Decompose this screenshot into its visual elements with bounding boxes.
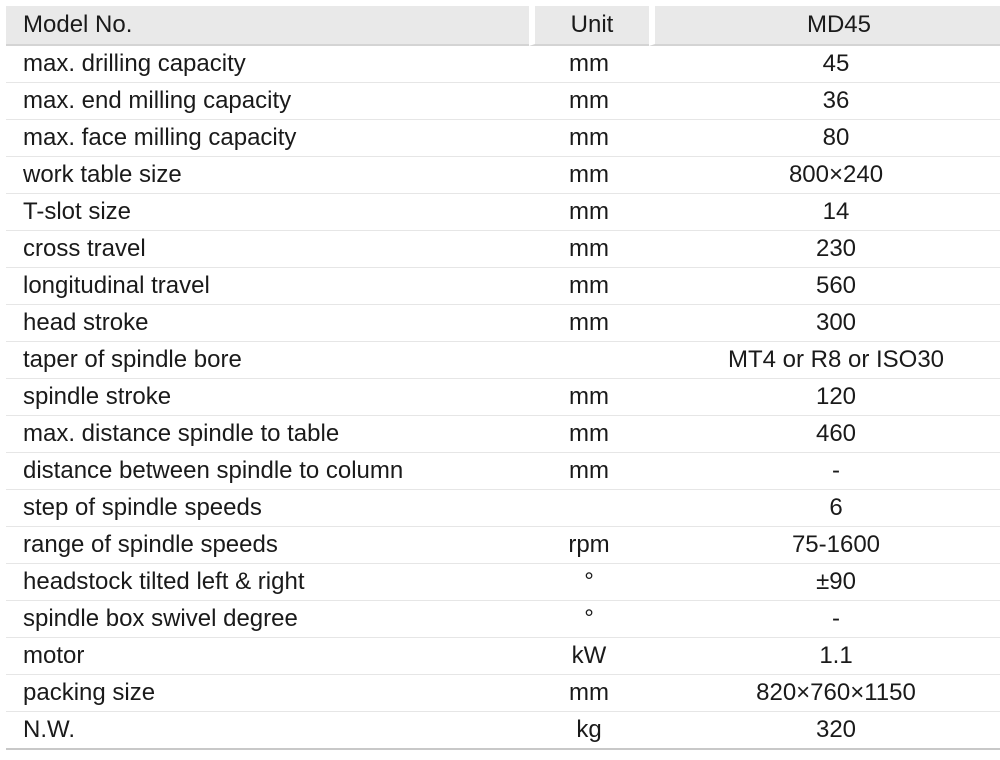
spec-name-cell: max. distance spindle to table (6, 416, 529, 453)
spec-name-cell: headstock tilted left & right (6, 564, 529, 601)
spec-unit-cell: mm (529, 305, 649, 342)
spec-value-cell: 45 (649, 46, 1000, 83)
spec-unit-cell: mm (529, 416, 649, 453)
table-body (6, 46, 1000, 750)
spec-value-cell: 460 (649, 416, 1000, 453)
table-row (6, 305, 1000, 342)
spec-name-cell: motor (6, 638, 529, 675)
spec-unit-cell (529, 490, 649, 527)
table-row (6, 231, 1000, 268)
spec-unit-cell: mm (529, 453, 649, 490)
table-row (6, 564, 1000, 601)
specification-table (6, 6, 1000, 750)
spec-name-cell: T-slot size (6, 194, 529, 231)
spec-value-cell: 80 (649, 120, 1000, 157)
table-row (6, 379, 1000, 416)
spec-unit-cell: mm (529, 120, 649, 157)
table-row (6, 601, 1000, 638)
spec-value-cell: 36 (649, 83, 1000, 120)
table-row (6, 712, 1000, 750)
spec-value-cell: MT4 or R8 or ISO30 (649, 342, 1000, 379)
header-model-value: MD45 (649, 6, 1000, 46)
spec-name-cell: cross travel (6, 231, 529, 268)
spec-name-cell: work table size (6, 157, 529, 194)
table-row (6, 675, 1000, 712)
spec-unit-cell: mm (529, 157, 649, 194)
spec-value-cell: 560 (649, 268, 1000, 305)
spec-name-cell: head stroke (6, 305, 529, 342)
table-row (6, 638, 1000, 675)
spec-unit-cell: mm (529, 231, 649, 268)
spec-value-cell: - (649, 601, 1000, 638)
table-row (6, 453, 1000, 490)
spec-value-cell: 75-1600 (649, 527, 1000, 564)
table-header (6, 6, 1000, 46)
spec-value-cell: 14 (649, 194, 1000, 231)
spec-value-cell: 1.1 (649, 638, 1000, 675)
table-row (6, 416, 1000, 453)
table-row (6, 157, 1000, 194)
spec-unit-cell: kW (529, 638, 649, 675)
spec-unit-cell: mm (529, 268, 649, 305)
spec-name-cell: distance between spindle to column (6, 453, 529, 490)
table-row (6, 83, 1000, 120)
spec-name-cell: max. end milling capacity (6, 83, 529, 120)
table-row (6, 527, 1000, 564)
spec-unit-cell: ° (529, 601, 649, 638)
table-row (6, 194, 1000, 231)
header-model-no: Model No. (6, 6, 529, 46)
header-unit: Unit (529, 6, 649, 46)
spec-unit-cell: mm (529, 379, 649, 416)
spec-name-cell: N.W. (6, 712, 529, 750)
spec-value-cell: 320 (649, 712, 1000, 750)
spec-value-cell: 300 (649, 305, 1000, 342)
spec-name-cell: step of spindle speeds (6, 490, 529, 527)
spec-value-cell: 120 (649, 379, 1000, 416)
table-row (6, 268, 1000, 305)
spec-value-cell: 800×240 (649, 157, 1000, 194)
table-row (6, 490, 1000, 527)
spec-value-cell: 6 (649, 490, 1000, 527)
table-row (6, 46, 1000, 83)
spec-unit-cell: kg (529, 712, 649, 750)
spec-unit-cell: mm (529, 83, 649, 120)
table-row (6, 120, 1000, 157)
spec-value-cell: 820×760×1150 (649, 675, 1000, 712)
table-row (6, 342, 1000, 379)
spec-name-cell: taper of spindle bore (6, 342, 529, 379)
spec-unit-cell: rpm (529, 527, 649, 564)
spec-unit-cell: mm (529, 46, 649, 83)
spec-value-cell: - (649, 453, 1000, 490)
spec-name-cell: max. drilling capacity (6, 46, 529, 83)
spec-name-cell: spindle stroke (6, 379, 529, 416)
spec-value-cell: 230 (649, 231, 1000, 268)
spec-name-cell: spindle box swivel degree (6, 601, 529, 638)
spec-name-cell: max. face milling capacity (6, 120, 529, 157)
spec-name-cell: longitudinal travel (6, 268, 529, 305)
spec-value-cell: ±90 (649, 564, 1000, 601)
spec-unit-cell: mm (529, 675, 649, 712)
header-row (6, 6, 1000, 46)
spec-name-cell: packing size (6, 675, 529, 712)
spec-name-cell: range of spindle speeds (6, 527, 529, 564)
spec-unit-cell (529, 342, 649, 379)
spec-unit-cell: ° (529, 564, 649, 601)
spec-unit-cell: mm (529, 194, 649, 231)
